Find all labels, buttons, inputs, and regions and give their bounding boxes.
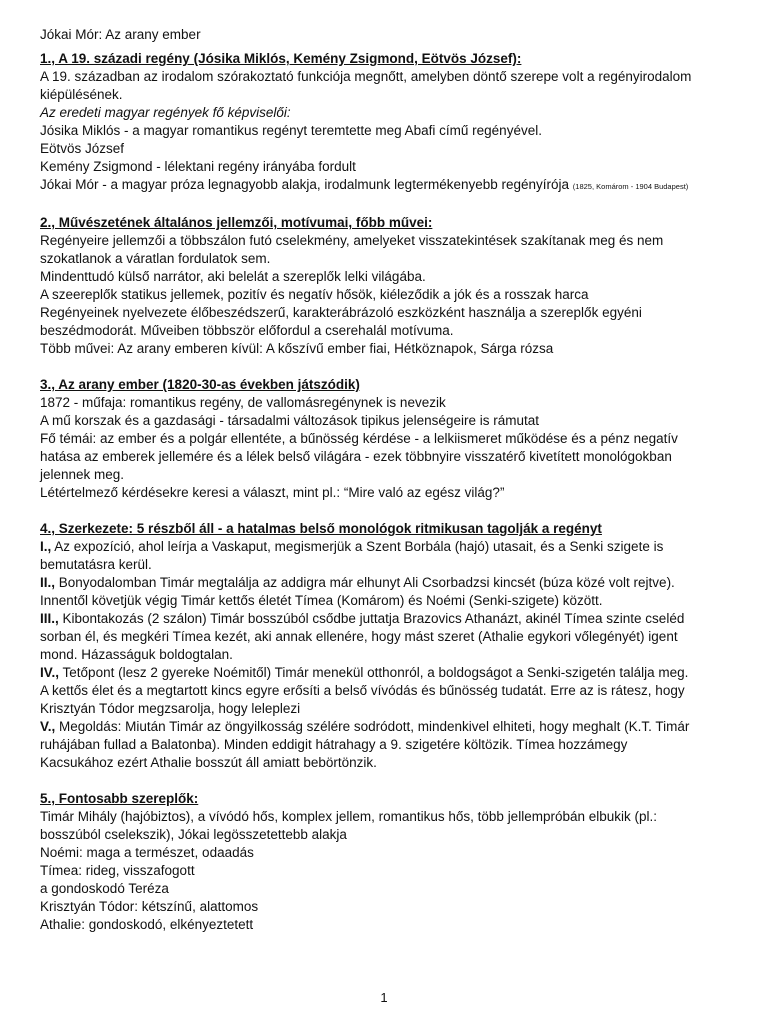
section-3-heading: 3., Az arany ember (1820-30-as években játszódik) <box>40 377 360 392</box>
line-text: Kibontakozás (2 szálon) Timár bosszúból csődbe juttatja Brazovics Athanázt, akinél Tímea szinte cseléd <box>58 611 685 626</box>
part-number: V., <box>40 719 56 734</box>
page-number: 1 <box>380 990 388 1005</box>
paragraph-line: jelennek meg. <box>40 467 125 482</box>
paragraph-line: Regényeinek nyelvezete élőbeszédszerű, karakterábrázoló eszközként használja a szereplők egyéni <box>40 305 642 320</box>
paragraph-line: Krisztyán Tódor: kétszínű, alattomos <box>40 899 259 914</box>
paragraph-line: Krisztyán Tódor megzsarolja, hogy leleplezi <box>40 701 301 716</box>
part-5-line <box>40 718 740 736</box>
line-text: Az expozíció, ahol leírja a Vaskaput, megismerjük a Szent Borbála (hajó) utasait, és a Senki szigete is <box>51 539 664 554</box>
line-text: Tetőpont (lesz 2 gyereke Noémitől) Timár menekül otthonról, a boldogságot a Senki-szigetén találja meg. <box>59 665 689 680</box>
part-number: II., <box>40 575 56 590</box>
paragraph-line: Jósika Miklós - a magyar romantikus regényt teremtette meg Abafi című regényével. <box>40 123 542 138</box>
paragraph-line: A mű korszak és a gazdasági - társadalmi változások tipikus jelenségeire is rámutat <box>40 413 539 428</box>
paragraph-line: kiépülésének. <box>40 87 123 102</box>
paragraph-line: sorban él, és megkéri Tímea kezét, aki annak ellenére, hogy mást szeret (Athalie egykori vőlegényét) igent <box>40 629 678 644</box>
paragraph-line: hatása az emberek jellemére és a lélek belső világára - ezek többnyire visszatérő kivetített monológokban <box>40 449 672 464</box>
section-2 <box>40 214 740 358</box>
part-number: IV., <box>40 665 60 680</box>
paragraph-line: Létértelmező kérdésekre keresi a választ, mint pl.: “Mire való az egész világ?” <box>40 485 505 500</box>
section-5-heading: 5., Fontosabb szereplők: <box>40 791 199 806</box>
italic-subheading: Az eredeti magyar regények fő képviselői: <box>40 105 291 120</box>
paragraph-line: A kettős élet és a megtartott kincs egyre erősíti a belső vívódás és bűnösség tudatát. Erre az is rátesz, hogy <box>40 683 685 698</box>
part-2-line <box>40 574 740 592</box>
paragraph-line: Több művei: Az arany emberen kívül: A kőszívű ember fiai, Hétköznapok, Sárga rózsa <box>40 341 554 356</box>
section-1-heading: 1., A 19. századi regény (Jósika Miklós, Kemény Zsigmond, Eötvös József): <box>40 51 522 66</box>
paragraph-line: a gondoskodó Teréza <box>40 881 169 896</box>
paragraph-line <box>40 176 740 196</box>
part-4-line <box>40 664 740 682</box>
paragraph-line: Regényeire jellemzői a többszálon futó cselekmény, amelyeket visszatekintések szakítanak meg és nem <box>40 233 664 248</box>
paragraph-line: A szeereplők statikus jellemek, pozitív és negatív hősök, kiéleződik a jók és a rosszak harca <box>40 287 589 302</box>
line-text: Bonyodalomban Timár megtalálja az addigra már elhunyt Ali Csorbadzsi kincsét (búza közé volt rejtve). <box>55 575 675 590</box>
part-number: I., <box>40 539 52 554</box>
part-number: III., <box>40 611 59 626</box>
paragraph-line: Fő témái: az ember és a polgár ellentéte, a bűnösség kérdése - a lelkiismeret működése és a pénz negatív <box>40 431 678 446</box>
paragraph-line: Athalie: gondoskodó, elkényeztetett <box>40 917 254 932</box>
paragraph-line: Kacsukához ezért Athalie bosszút áll amiatt bebörtönzik. <box>40 755 377 770</box>
line-text: Megoldás: Miután Timár az öngyilkosság szélére sodródott, mindenkivel elhiteti, hogy meghalt (K.T. Timár <box>55 719 690 734</box>
paragraph-line: Timár Mihály (hajóbiztos), a vívódó hős, komplex jellem, romantikus hős, több jellempróbán elbukik (pl.: <box>40 809 658 824</box>
paragraph-line: Innentől követjük végig Timár kettős életét Tímea (Komárom) és Noémi (Senki-szigete) között. <box>40 593 603 608</box>
paragraph-line: A 19. században az irodalom szórakoztató funkciója megnőtt, amelyben döntő szerepe volt a regényirodalom <box>40 69 692 84</box>
paragraph-line: Noémi: maga a természet, odaadás <box>40 845 254 860</box>
paragraph-line: Mindenttudó külső narrátor, aki belelát a szereplők lelki világába. <box>40 269 426 284</box>
section-4-heading: 4., Szerkezete: 5 részből áll - a hatalmas belső monológok ritmikusan tagolják a regényt <box>40 521 602 536</box>
paragraph-line: Tímea: rideg, visszafogott <box>40 863 195 878</box>
part-1-line <box>40 538 740 556</box>
line-text: Jókai Mór - a magyar próza legnagyobb alakja, irodalmunk legtermékenyebb regényírója <box>40 177 570 192</box>
paragraph-line: ruhájában fullad a Balatonba). Minden eddigit hátrahagy a 9. szigetére költözik. Tímea hozzámegy <box>40 737 628 752</box>
paragraph-line: 1872 - műfaja: romantikus regény, de vallomásregénynek is nevezik <box>40 395 446 410</box>
section-2-heading: 2., Művészetének általános jellemzői, motívumai, főbb művei: <box>40 215 433 230</box>
section-1 <box>40 50 740 196</box>
paragraph-line: Eötvös József <box>40 141 125 156</box>
paragraph-line: szokatlanok a váratlan fordulatok sem. <box>40 251 271 266</box>
paragraph-line: mond. Házasságuk boldogtalan. <box>40 647 233 662</box>
small-note: (1825, Komárom - 1904 Budapest) <box>572 182 689 191</box>
section-3 <box>40 376 740 502</box>
document-title: Jókai Mór: Az arany ember <box>40 27 201 42</box>
paragraph-line: Kemény Zsigmond - lélektani regény irányába fordult <box>40 159 356 174</box>
section-4 <box>40 520 740 772</box>
section-5 <box>40 790 740 934</box>
document-page <box>40 26 740 934</box>
paragraph-line: beszédmodorát. Műveiben többször előfordul a cserehalál motívuma. <box>40 323 454 338</box>
part-3-line <box>40 610 740 628</box>
paragraph-line: bemutatásra kerül. <box>40 557 152 572</box>
paragraph-line: bosszúból cselekszik), Jókai legösszetettebb alakja <box>40 827 347 842</box>
